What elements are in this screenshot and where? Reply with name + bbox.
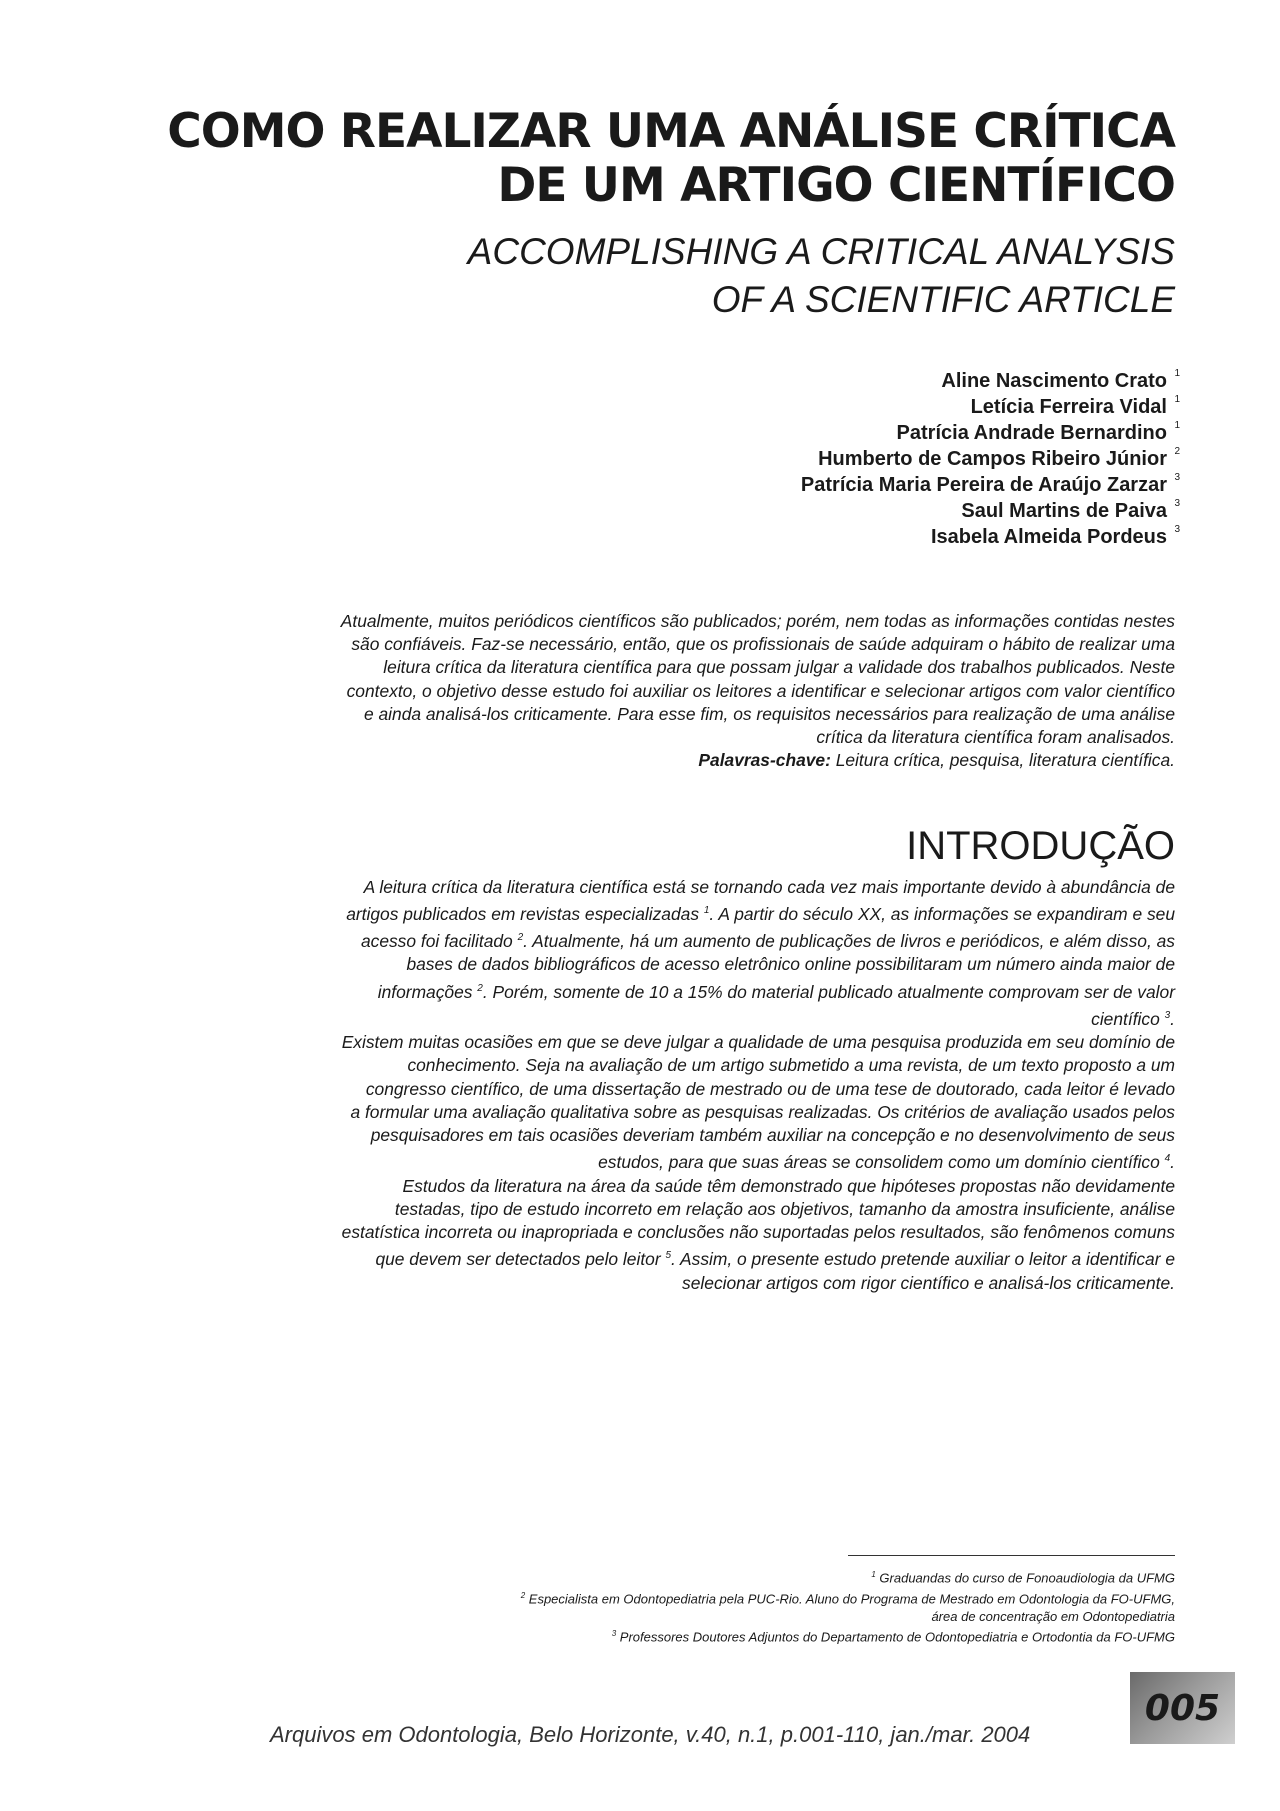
intro-line: que devem ser detectados pelo leitor $^5$. Assim, o presente estudo pretende auxiliar o leitor a identificar e: [375, 1249, 1175, 1270]
journal-citation: Arquivos em Odontologia, Belo Horizonte, v.40, n.1, p.001-110, jan./mar. 2004: [270, 1722, 1031, 1747]
abstract: [150, 610, 1175, 772]
author: Patrícia Maria Pereira de Araújo Zarzar 3: [600, 472, 1180, 498]
author: Isabela Almeida Pordeus 3: [600, 524, 1180, 550]
citation: 5: [665, 1250, 672, 1262]
intro-line: Existem muitas ocasiões em que se deve julgar a qualidade de uma pesquisa produzida em seu domínio de: [341, 1031, 1175, 1052]
author-affiliation: 2: [1174, 446, 1180, 457]
author-affiliation: 3: [1174, 498, 1180, 509]
article-subtitle: [150, 228, 1175, 324]
abstract-line: leitura crítica da literatura científica para que possam julgar a validade dos trabalhos publicados. Neste: [383, 657, 1175, 678]
author-affiliation: 3: [1174, 524, 1180, 535]
page-number: 005: [1130, 1672, 1235, 1744]
section-heading-introducao: INTRODUÇÃO: [906, 824, 1175, 868]
introduction-body: [150, 876, 1175, 1295]
intro-line: bases de dados bibliográficos de acesso eletrônico online possibilitaram um número ainda maior de: [406, 954, 1175, 975]
author: Saul Martins de Paiva 3: [600, 498, 1180, 524]
abstract-line: e ainda analisá-los criticamente. Para esse fim, os requisitos necessários para realização de uma análise: [363, 703, 1175, 724]
citation: 4: [1164, 1153, 1171, 1165]
author-affiliation: 1: [1174, 368, 1180, 379]
footnote-divider: [848, 1555, 1175, 1556]
subtitle-line-2: OF A SCIENTIFIC ARTICLE: [711, 279, 1175, 320]
intro-line: artigos publicados em revistas especializadas $^1$. A partir do século XX, as informações se expandiram e seu: [346, 904, 1175, 925]
author: Humberto de Campos Ribeiro Júnior 2: [600, 446, 1180, 472]
keywords-text: Leitura crítica, pesquisa, literatura científica.: [830, 750, 1175, 771]
author: Aline Nascimento Crato 1: [600, 368, 1180, 394]
footnote-2: $^2$ Especialista em Odontopediatria pela PUC-Rio. Aluno do Programa de Mestrado em Odontologia da FO-UFMG,: [520, 1590, 1175, 1607]
title-line-1: COMO REALIZAR UMA ANÁLISE CRÍTICA: [167, 104, 1175, 159]
keywords-label: Palavras-chave:: [698, 750, 831, 771]
intro-line: científico $^3$.: [1091, 1008, 1175, 1029]
author: Letícia Ferreira Vidal 1: [600, 394, 1180, 420]
abstract-line: Atualmente, muitos periódicos científicos são publicados; porém, nem todas as informações contidas nestes: [340, 611, 1175, 631]
footnotes: [150, 1566, 1175, 1646]
abstract-line: contexto, o objetivo desse estudo foi auxiliar os leitores a identificar e selecionar artigos com valor científico: [346, 680, 1175, 701]
author: Patrícia Andrade Bernardino 1: [600, 420, 1180, 446]
abstract-line: crítica da literatura científica foram analisados.: [816, 727, 1175, 748]
author-affiliation: 1: [1174, 394, 1180, 405]
keywords: [150, 749, 1175, 772]
title-line-2: DE UM ARTIGO CIENTÍFICO: [497, 158, 1175, 213]
author-affiliation: 1: [1174, 420, 1180, 431]
article-title: [150, 105, 1175, 213]
intro-line: a formular uma avaliação qualitativa sobre as pesquisas realizadas. Os critérios de avaliação usados pelos: [350, 1101, 1175, 1122]
citation: 1: [703, 905, 710, 917]
intro-line: selecionar artigos com rigor científico e analisá-los criticamente.: [682, 1272, 1175, 1293]
intro-line: estatística incorreta ou inapropriada e conclusões não suportadas pelos resultados, são fenômenos comuns: [341, 1222, 1175, 1243]
intro-line: informações $^2$. Porém, somente de 10 a 15% do material publicado atualmente comprovam ser de valor: [377, 981, 1175, 1002]
intro-line: testadas, tipo de estudo incorreto em relação aos objetivos, tamanho da amostra insuficiente, análise: [394, 1198, 1175, 1219]
author-list: [600, 368, 1180, 550]
intro-line: Estudos da literatura na área da saúde têm demonstrado que hipóteses propostas não devidamente: [402, 1175, 1175, 1196]
footnote-3: $^3$ Professores Doutores Adjuntos do Departamento de Odontopediatria e Ortodontia da FO-UFMG: [611, 1629, 1175, 1645]
citation: 3: [1164, 1009, 1171, 1021]
footnote-2-continued: área de concentração em Odontopediatria: [931, 1608, 1175, 1624]
intro-line: conhecimento. Seja na avaliação de um artigo submetido a uma revista, de um texto proposto a um: [407, 1055, 1175, 1076]
intro-line: estudos, para que suas áreas se consolidem como um domínio científico $^4$.: [598, 1152, 1175, 1173]
citation: 2: [517, 932, 524, 944]
intro-line: A leitura crítica da literatura científica está se tornando cada vez mais importante devido à abundância de: [363, 877, 1175, 897]
intro-line: congresso científico, de uma dissertação de mestrado ou de uma tese de doutorado, cada leitor é levado: [365, 1078, 1175, 1099]
citation: 2: [477, 982, 483, 994]
footnote-1: $^1$ Graduandas do curso de Fonoaudiologia da UFMG: [871, 1570, 1175, 1586]
subtitle-line-1: ACCOMPLISHING A CRITICAL ANALYSIS: [467, 231, 1175, 272]
intro-line: pesquisadores em tais ocasiões deveriam também auxiliar na concepção e no desenvolvimento de seus: [370, 1125, 1175, 1146]
intro-line: acesso foi facilitado $^2$. Atualmente, há um aumento de publicações de livros e periódicos, e além disso, as: [360, 931, 1175, 952]
abstract-line: são confiáveis. Faz-se necessário, então, que os profissionais de saúde adquiram o hábito de realizar uma: [351, 634, 1175, 655]
author-affiliation: 3: [1174, 472, 1180, 483]
